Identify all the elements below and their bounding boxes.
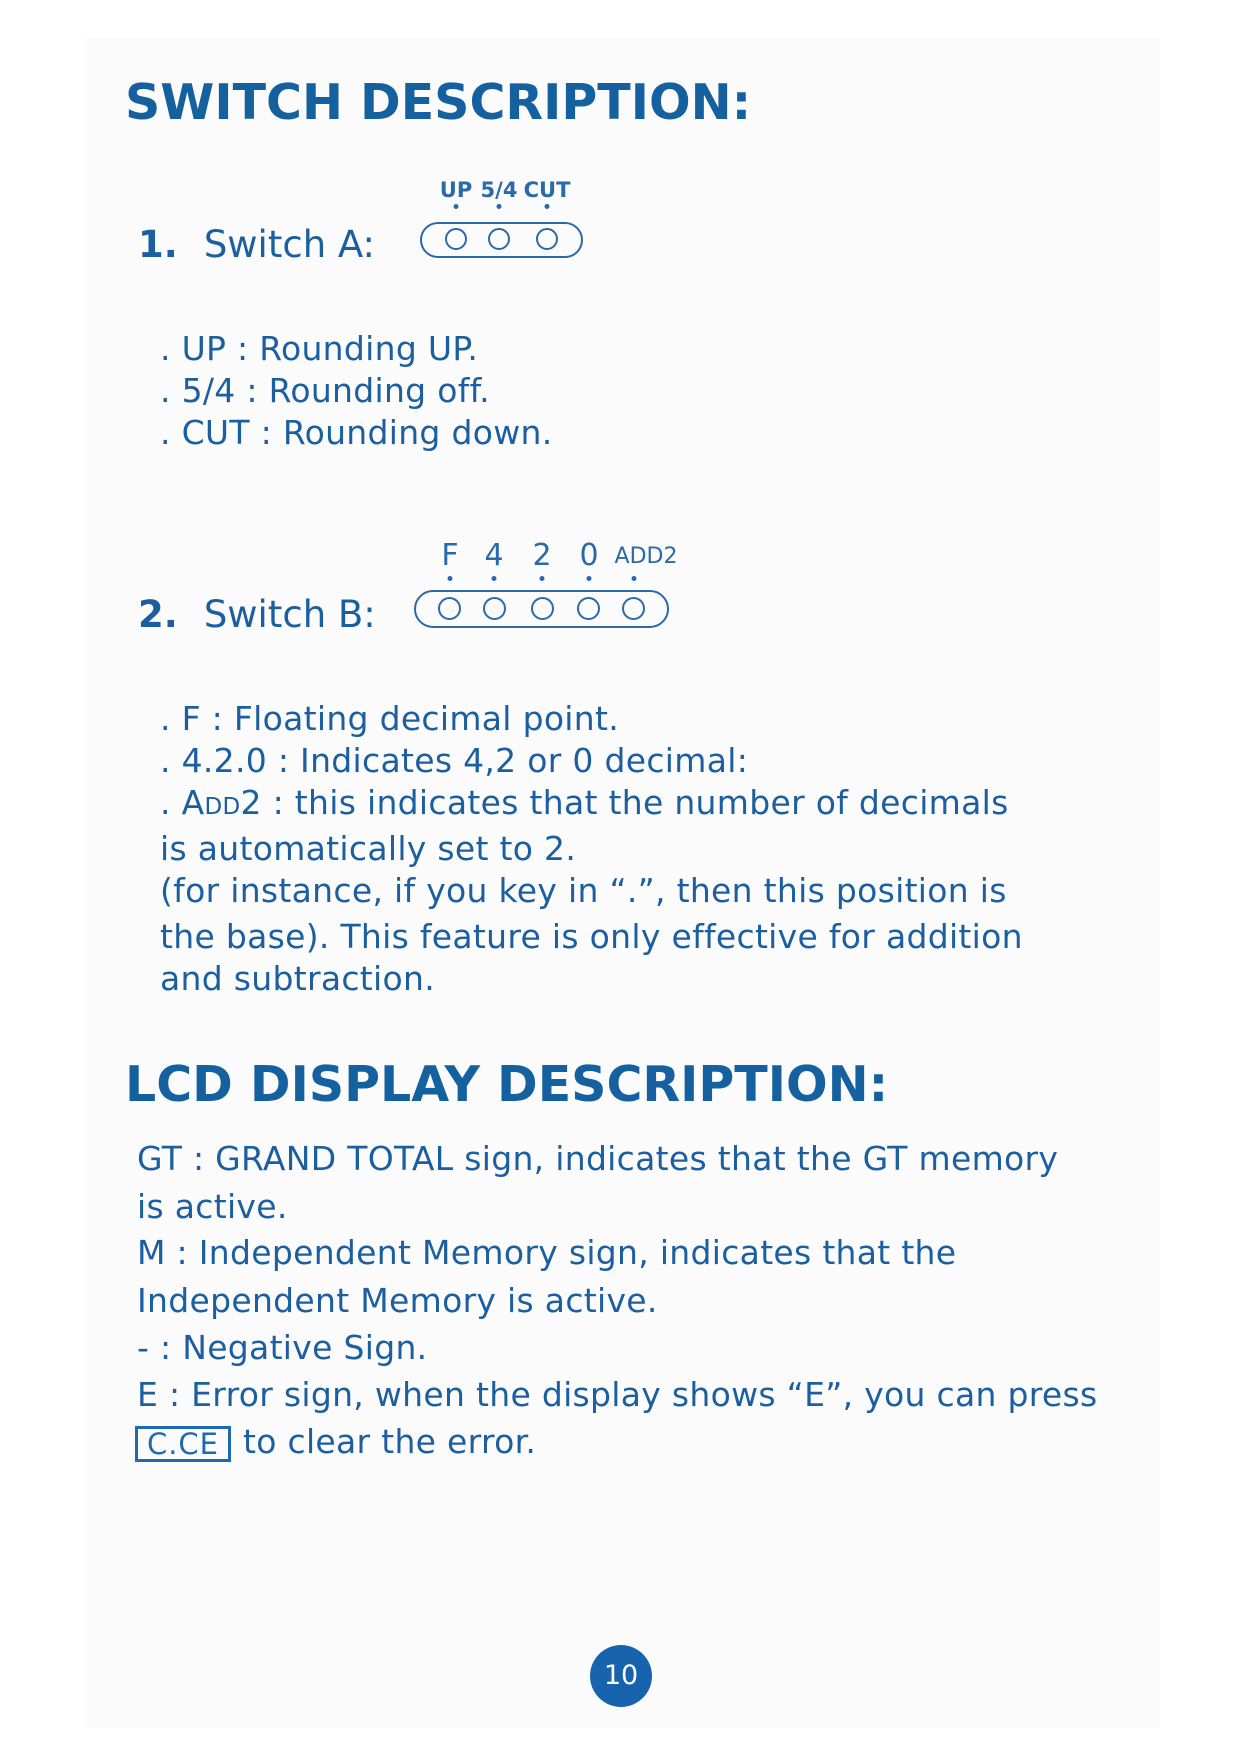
switch-description-heading: SWITCH DESCRIPTION: (125, 74, 752, 131)
page-number: 10 (590, 1645, 652, 1707)
switch-b-hole (483, 597, 506, 620)
switch-b-number: 2. (138, 593, 178, 636)
switch-b-hole (531, 597, 554, 620)
switch-a-item: . 5/4 : Rounding off. (160, 371, 490, 410)
add2-label: Add2 (181, 783, 262, 822)
switch-b-pin-label: 0 (579, 538, 599, 573)
add2-prefix: . (160, 783, 182, 822)
cce-key-icon: C.CE (135, 1426, 231, 1462)
switch-b-pin-label: 2 (532, 538, 552, 573)
switch-b-hole (577, 597, 600, 620)
switch-b-item: . 4.2.0 : Indicates 4,2 or 0 decimal: (160, 741, 749, 780)
lcd-last-line: to clear the error. (243, 1422, 537, 1461)
switch-a-pin-label: CUT (523, 178, 571, 202)
switch-b-add2-line (160, 783, 1009, 822)
switch-a-hole (536, 228, 558, 250)
lcd-line: is active. (137, 1187, 288, 1226)
add2-text: : this indicates that the number of decimals (261, 783, 1009, 822)
lcd-line: - : Negative Sign. (137, 1328, 428, 1367)
switch-a-item: . CUT : Rounding down. (160, 413, 553, 452)
switch-a-hole (445, 228, 467, 250)
switch-a-title: Switch A: (203, 223, 376, 266)
switch-b-item: . F : Floating decimal point. (160, 699, 620, 738)
switch-b-pin-label: 4 (484, 538, 504, 573)
switch-a-diagram (420, 178, 590, 262)
switch-a-label (138, 223, 376, 266)
lcd-line: Independent Memory is active. (137, 1281, 658, 1320)
switch-a-item: . UP : Rounding UP. (160, 329, 479, 368)
switch-b-title: Switch B: (203, 593, 376, 636)
switch-a-pin-label: 5/4 (480, 178, 518, 202)
switch-b-continuation: the base). This feature is only effective for addition (160, 917, 1023, 956)
switch-b-pin-label: F (441, 538, 459, 573)
lcd-line: E : Error sign, when the display shows “E”, you can press (137, 1375, 1098, 1414)
switch-b-diagram (414, 538, 684, 634)
switch-b-label (138, 593, 376, 636)
switch-b-hole (622, 597, 645, 620)
switch-a-number: 1. (138, 223, 178, 266)
switch-b-hole (438, 597, 461, 620)
lcd-line: M : Independent Memory sign, indicates that the (137, 1233, 957, 1272)
lcd-line: GT : GRAND TOTAL sign, indicates that the GT memory (137, 1139, 1059, 1178)
switch-b-continuation: (for instance, if you key in “.”, then this position is (160, 871, 1007, 910)
switch-a-pin-label: UP (439, 178, 473, 202)
switch-b-continuation: and subtraction. (160, 959, 436, 998)
switch-b-continuation: is automatically set to 2. (160, 829, 577, 868)
switch-a-hole (488, 228, 510, 250)
lcd-description-heading: LCD DISPLAY DESCRIPTION: (125, 1056, 889, 1113)
switch-b-pin-label: ADD2 (614, 544, 678, 569)
